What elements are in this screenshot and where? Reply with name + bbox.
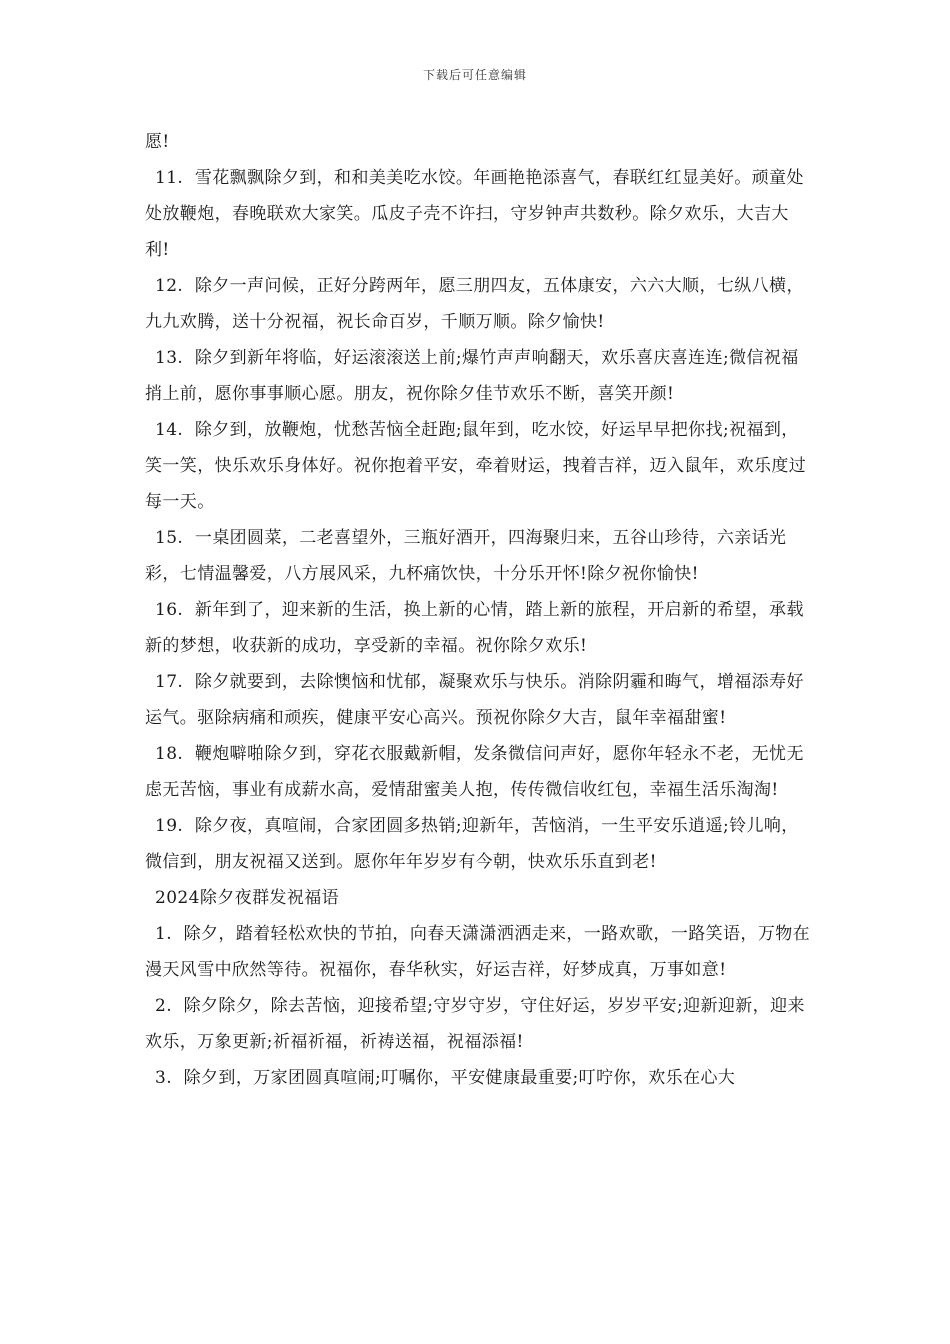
page-header: 下载后可任意编辑 bbox=[422, 68, 527, 82]
paragraph-item-13: 13. 除夕到新年将临，好运滚滚送上前;爆竹声声响翻天，欢乐喜庆喜连连;微信祝福捎上前，愿你事事顺心愿。朋友，祝你除夕佳节欢乐不断，喜笑开颜! bbox=[145, 348, 799, 404]
paragraph-item-3: 3. 除夕到，万家团圆真喧闹;叮嘱你，平安健康最重要;叮咛你，欢乐在心大 bbox=[155, 1068, 736, 1088]
paragraph-item-17: 17. 除夕就要到，去除懊恼和忧郁，凝聚欢乐与快乐。消除阴霾和晦气，增福添寿好运气。驱除病痛和顽疾，健康平安心高兴。预祝你除夕大吉，鼠年幸福甜蜜! bbox=[145, 672, 804, 728]
paragraph-item-14: 14. 除夕到，放鞭炮，忧愁苦恼全赶跑;鼠年到，吃水饺，好运早早把你找;祝福到，笑一笑，快乐欢乐身体好。祝你抱着平安，牵着财运，拽着吉祥，迈入鼠年，欢乐度过每一天。 bbox=[145, 420, 807, 512]
paragraph-continuation: 愿! bbox=[145, 132, 170, 152]
paragraph-item-19: 19. 除夕夜，真喧闹，合家团圆多热销;迎新年，苦恼消，一生平安乐逍遥;铃儿响，微信到，朋友祝福又送到。愿你年年岁岁有今朝，快欢乐乐直到老! bbox=[145, 816, 799, 872]
paragraph-item-12: 12. 除夕一声问候，正好分跨两年，愿三朋四友，五体康安，六六大顺，七纵八横，九九欢腾，送十分祝福，祝长命百岁，千顺万顺。除夕愉快! bbox=[145, 276, 804, 332]
paragraph-item-15: 15. 一桌团圆菜，二老喜望外，三瓶好酒开，四海聚归来，五谷山珍待，六亲话光彩，七情温馨爱，八方展风采，九杯痛饮快，十分乐开怀!除夕祝你愉快! bbox=[145, 528, 787, 584]
paragraph-item-2: 2. 除夕除夕，除去苦恼，迎接希望;守岁守岁，守住好运，岁岁平安;迎新迎新，迎来欢乐，万象更新;祈福祈福，祈祷送福，祝福添福! bbox=[145, 996, 805, 1052]
paragraph-item-1: 1. 除夕，踏着轻松欢快的节拍，向春天潇潇洒洒走来，一路欢歌，一路笑语，万物在漫天风雪中欣然等待。祝福你，春华秋实，好运吉祥，好梦成真，万事如意! bbox=[145, 924, 811, 980]
document-body bbox=[145, 124, 813, 1096]
paragraph-item-11: 11. 雪花飘飘除夕到，和和美美吃水饺。年画艳艳添喜气，春联红红显美好。顽童处处放鞭炮，春晚联欢大家笑。瓜皮子壳不许扫，守岁钟声共数秒。除夕欢乐，大吉大利! bbox=[145, 168, 804, 260]
paragraph-item-18: 18. 鞭炮噼啪除夕到，穿花衣服戴新帽，发条微信问声好，愿你年轻永不老，无忧无虑无苦恼，事业有成薪水高，爱情甜蜜美人抱，传传微信收红包，幸福生活乐淘淘! bbox=[145, 744, 804, 800]
paragraph-item-16: 16. 新年到了，迎来新的生活，换上新的心情，踏上新的旅程，开启新的希望，承载新的梦想，收获新的成功，享受新的幸福。祝你除夕欢乐! bbox=[145, 600, 804, 656]
section-heading: 2024除夕夜群发祝福语 bbox=[155, 888, 340, 908]
